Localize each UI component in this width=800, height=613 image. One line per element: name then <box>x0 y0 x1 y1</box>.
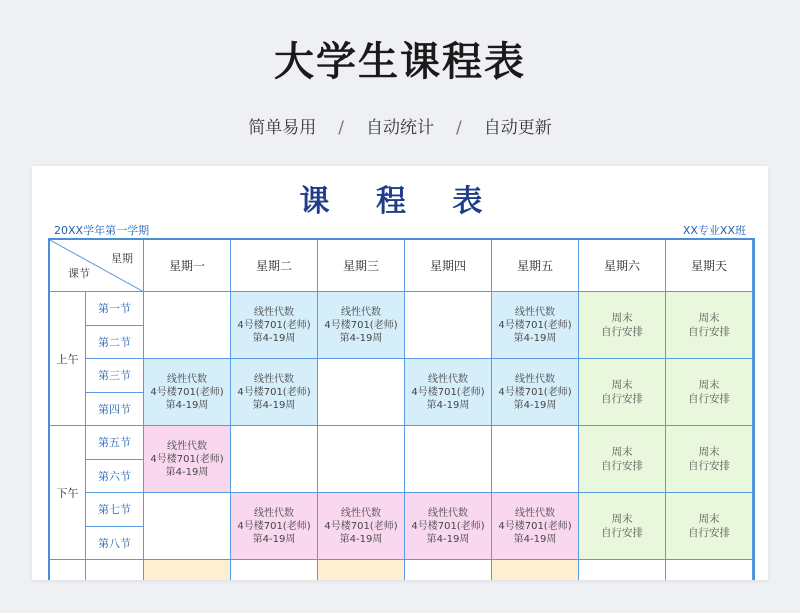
course-room: 4号楼701(老师) <box>498 319 572 331</box>
corner-cell <box>50 240 144 292</box>
weekend-line2: 自行安排 <box>601 326 643 338</box>
evening-cell[interactable] <box>144 560 231 580</box>
course-room: 4号楼701(老师) <box>324 319 398 331</box>
course-weeks: 第4-19周 <box>252 332 296 344</box>
course-weeks: 第4-19周 <box>513 399 557 411</box>
course-weeks: 第4-19周 <box>339 332 383 344</box>
course-weeks: 第4-19周 <box>513 533 557 545</box>
course-weeks: 第4-19周 <box>339 533 383 545</box>
weekend-line1: 周末 <box>698 446 720 458</box>
weekend-cell[interactable] <box>666 359 753 426</box>
weekend-cell[interactable] <box>579 426 666 493</box>
day-header-thu: 星期四 <box>405 240 492 292</box>
schedule-sheet <box>32 166 768 580</box>
corner-weekday-label: 星期 <box>111 252 133 265</box>
course-room: 4号楼701(老师) <box>498 520 572 532</box>
course-weeks: 第4-19周 <box>426 533 470 545</box>
evening-cell[interactable] <box>231 560 318 580</box>
course-room: 4号楼701(老师) <box>237 319 311 331</box>
course-cell[interactable] <box>231 292 318 359</box>
empty-cell[interactable] <box>492 426 579 493</box>
weekend-line2: 自行安排 <box>601 527 643 539</box>
day-header-tue: 星期二 <box>231 240 318 292</box>
slot-7: 第七节 <box>86 493 144 527</box>
course-cell[interactable] <box>318 493 405 560</box>
empty-cell[interactable] <box>318 359 405 426</box>
feature-separator: / <box>456 118 462 138</box>
feature-auto-update: 自动更新 <box>483 118 552 138</box>
weekend-line1: 周末 <box>698 513 720 525</box>
weekend-line2: 自行安排 <box>601 393 643 405</box>
weekend-line1: 周末 <box>611 446 633 458</box>
course-name: 线性代数 <box>515 306 555 318</box>
feature-easy: 简单易用 <box>248 118 317 138</box>
weekend-line2: 自行安排 <box>688 326 730 338</box>
course-room: 4号楼701(老师) <box>411 520 485 532</box>
corner-diagonal <box>50 240 144 292</box>
course-weeks: 第4-19周 <box>165 399 209 411</box>
weekend-cell[interactable] <box>666 426 753 493</box>
course-room: 4号楼701(老师) <box>324 520 398 532</box>
course-name: 线性代数 <box>515 373 555 385</box>
course-name: 线性代数 <box>167 373 207 385</box>
semester-label: 20XX学年第一学期 <box>54 224 150 237</box>
course-weeks: 第4-19周 <box>165 466 209 478</box>
corner-slot-label: 课节 <box>68 267 90 280</box>
course-cell[interactable] <box>318 292 405 359</box>
weekend-line1: 周末 <box>611 379 633 391</box>
feature-separator: / <box>338 118 344 138</box>
weekend-line1: 周末 <box>611 513 633 525</box>
empty-cell[interactable] <box>318 426 405 493</box>
evening-cell[interactable] <box>666 560 753 580</box>
weekend-line2: 自行安排 <box>688 393 730 405</box>
course-name: 线性代数 <box>254 373 294 385</box>
day-header-sun: 星期天 <box>666 240 753 292</box>
course-name: 线性代数 <box>428 507 468 519</box>
sheet-title: 课 程 表 <box>299 184 501 219</box>
weekend-cell[interactable] <box>579 292 666 359</box>
course-name: 线性代数 <box>428 373 468 385</box>
course-room: 4号楼701(老师) <box>237 520 311 532</box>
course-cell[interactable] <box>231 359 318 426</box>
empty-cell[interactable] <box>144 493 231 560</box>
slot-6: 第六节 <box>86 460 144 494</box>
course-weeks: 第4-19周 <box>252 533 296 545</box>
course-name: 线性代数 <box>254 507 294 519</box>
evening-cell[interactable] <box>579 560 666 580</box>
weekend-line1: 周末 <box>698 379 720 391</box>
slot-5: 第五节 <box>86 426 144 460</box>
weekend-cell[interactable] <box>666 292 753 359</box>
course-cell[interactable] <box>492 493 579 560</box>
course-cell[interactable] <box>144 426 231 493</box>
slot-evening <box>86 560 144 580</box>
evening-cell[interactable] <box>492 560 579 580</box>
course-name: 线性代数 <box>341 306 381 318</box>
empty-cell[interactable] <box>144 292 231 359</box>
weekend-line2: 自行安排 <box>688 527 730 539</box>
course-room: 4号楼701(老师) <box>411 386 485 398</box>
course-cell[interactable] <box>144 359 231 426</box>
empty-cell[interactable] <box>405 426 492 493</box>
evening-cell[interactable] <box>318 560 405 580</box>
course-room: 4号楼701(老师) <box>498 386 572 398</box>
slot-3: 第三节 <box>86 359 144 393</box>
course-room: 4号楼701(老师) <box>150 453 224 465</box>
course-name: 线性代数 <box>515 507 555 519</box>
course-cell[interactable] <box>492 359 579 426</box>
weekend-line1: 周末 <box>698 312 720 324</box>
day-header-fri: 星期五 <box>492 240 579 292</box>
course-name: 线性代数 <box>167 440 207 452</box>
slot-2: 第二节 <box>86 326 144 360</box>
period-afternoon: 下午 <box>50 426 86 560</box>
day-header-wed: 星期三 <box>318 240 405 292</box>
course-name: 线性代数 <box>341 507 381 519</box>
course-cell[interactable] <box>405 359 492 426</box>
empty-cell[interactable] <box>231 426 318 493</box>
weekend-line1: 周末 <box>611 312 633 324</box>
slot-4: 第四节 <box>86 393 144 427</box>
weekend-line2: 自行安排 <box>688 460 730 472</box>
course-room: 4号楼701(老师) <box>237 386 311 398</box>
feature-auto-stats: 自动统计 <box>366 118 434 138</box>
hero-title: 大学生课程表 <box>274 39 526 85</box>
weekend-cell[interactable] <box>666 493 753 560</box>
weekend-cell[interactable] <box>579 493 666 560</box>
slot-1: 第一节 <box>86 292 144 326</box>
day-header-sat: 星期六 <box>579 240 666 292</box>
weekend-line2: 自行安排 <box>601 460 643 472</box>
course-weeks: 第4-19周 <box>252 399 296 411</box>
feature-list <box>0 113 800 138</box>
course-name: 线性代数 <box>254 306 294 318</box>
empty-cell[interactable] <box>405 292 492 359</box>
evening-cell[interactable] <box>405 560 492 580</box>
course-room: 4号楼701(老师) <box>150 386 224 398</box>
course-weeks: 第4-19周 <box>426 399 470 411</box>
slot-8: 第八节 <box>86 527 144 561</box>
course-cell[interactable] <box>405 493 492 560</box>
course-cell[interactable] <box>231 493 318 560</box>
weekend-cell[interactable] <box>579 359 666 426</box>
course-cell[interactable] <box>492 292 579 359</box>
day-header-mon: 星期一 <box>144 240 231 292</box>
period-evening <box>50 560 86 580</box>
timetable-grid <box>48 238 755 580</box>
period-morning: 上午 <box>50 292 86 426</box>
class-label: XX专业XX班 <box>682 224 746 237</box>
course-weeks: 第4-19周 <box>513 332 557 344</box>
